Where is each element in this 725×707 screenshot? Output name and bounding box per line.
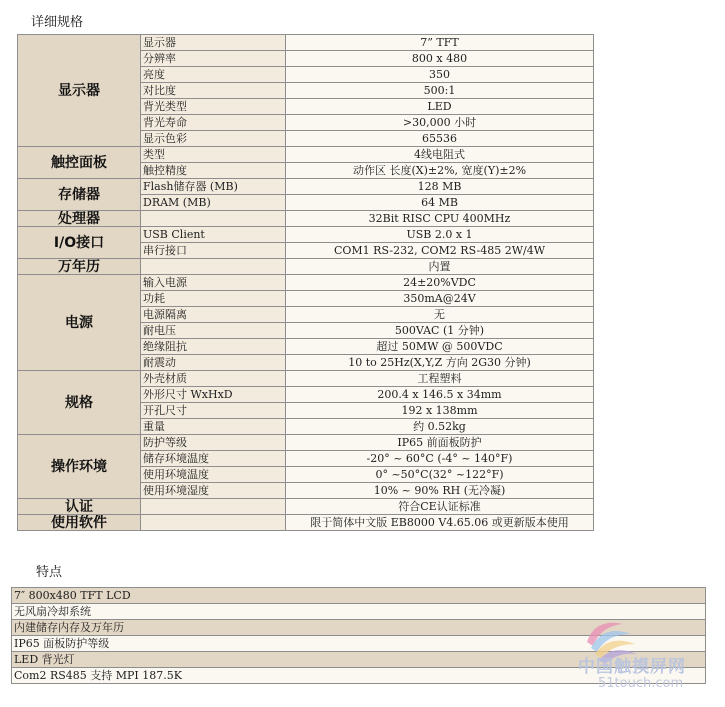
category-environment: 操作环境 [18,435,141,499]
table-row [18,179,594,195]
spec-name-empty [141,211,286,227]
spec-value: 24±20%VDC [286,275,594,291]
spec-name-empty [141,259,286,275]
spec-name: 使用环境温度 [141,467,286,483]
category-power: 电源 [18,275,141,371]
feature-text: 内建储存内存及万年历 [12,620,706,636]
category-specs: 规格 [18,371,141,435]
spec-heading: 详细规格 [31,15,84,30]
spec-name: 显示色彩 [141,131,286,147]
spec-name: 显示器 [141,35,286,51]
spec-name: 耐电压 [141,323,286,339]
spec-value: USB 2.0 x 1 [286,227,594,243]
spec-value: 200.4 x 146.5 x 34mm [286,387,594,403]
spec-value: 192 x 138mm [286,403,594,419]
spec-name: 功耗 [141,291,286,307]
spec-value: IP65 前面板防护 [286,435,594,451]
spec-table [17,34,594,531]
spec-name: 类型 [141,147,286,163]
spec-value: 约 0.52kg [286,419,594,435]
spec-value: 65536 [286,131,594,147]
spec-value: 符合CE认证标准 [286,499,594,515]
spec-value: 10% ~ 90% RH (无冷凝) [286,483,594,499]
table-row [18,227,594,243]
spec-name: USB Client [141,227,286,243]
table-row [18,499,594,515]
features-heading: 特点 [36,565,63,580]
spec-value: >30,000 小时 [286,115,594,131]
table-row [18,147,594,163]
spec-name: 重量 [141,419,286,435]
table-row [18,435,594,451]
category-software: 使用软件 [18,515,141,531]
spec-value: 800 x 480 [286,51,594,67]
spec-value: 350mA@24V [286,291,594,307]
spec-value: 限于简体中文版 EB8000 V4.65.06 或更新版本使用 [286,515,594,531]
spec-name: 电源隔离 [141,307,286,323]
spec-value: 动作区 长度(X)±2%, 宽度(Y)±2% [286,163,594,179]
spec-name: 背光类型 [141,99,286,115]
spec-value: 350 [286,67,594,83]
spec-value: 4线电阻式 [286,147,594,163]
spec-name: 背光寿命 [141,115,286,131]
table-row [18,515,594,531]
spec-name: 串行接口 [141,243,286,259]
spec-value: 超过 50MW @ 500VDC [286,339,594,355]
spec-value: LED [286,99,594,115]
category-display: 显示器 [18,35,141,147]
spec-name: 防护等级 [141,435,286,451]
table-row [18,211,594,227]
spec-value: 128 MB [286,179,594,195]
feature-text: 7″ 800x480 TFT LCD [12,588,706,604]
spec-name: 储存环境温度 [141,451,286,467]
spec-value: 0° ~50°C(32° ~122°F) [286,467,594,483]
spec-name: 触控精度 [141,163,286,179]
spec-name: 对比度 [141,83,286,99]
spec-name-empty [141,499,286,515]
spec-name: DRAM (MB) [141,195,286,211]
category-processor: 处理器 [18,211,141,227]
spec-name: 外形尺寸 WxHxD [141,387,286,403]
spec-value: 500:1 [286,83,594,99]
spec-name: 外壳材质 [141,371,286,387]
watermark-text: 中国触摸屏网 [578,657,686,677]
table-row [18,371,594,387]
category-storage: 存储器 [18,179,141,211]
category-calendar: 万年历 [18,259,141,275]
spec-value: -20° ~ 60°C (-4° ~ 140°F) [286,451,594,467]
category-certification: 认证 [18,499,141,515]
feature-text: Com2 RS485 支持 MPI 187.5K [12,668,706,684]
spec-value: 32Bit RISC CPU 400MHz [286,211,594,227]
spec-value: 500VAC (1 分钟) [286,323,594,339]
spec-value: 工程塑料 [286,371,594,387]
feature-text: 无风扇冷却系统 [12,604,706,620]
spec-value: 内置 [286,259,594,275]
spec-name: 分辨率 [141,51,286,67]
spec-value: 7” TFT [286,35,594,51]
spec-value: COM1 RS-232, COM2 RS-485 2W/4W [286,243,594,259]
spec-value: 10 to 25Hz(X,Y,Z 方向 2G30 分钟) [286,355,594,371]
spec-name: 耐震动 [141,355,286,371]
spec-name: 绝缘阻抗 [141,339,286,355]
table-row [18,275,594,291]
feature-text: LED 背光灯 [12,652,706,668]
spec-name-empty [141,515,286,531]
category-io: I/O接口 [18,227,141,259]
spec-value: 64 MB [286,195,594,211]
table-row [18,259,594,275]
watermark-url: 51touch.com [598,676,684,691]
spec-value: 无 [286,307,594,323]
spec-name: 亮度 [141,67,286,83]
feature-text: IP65 面板防护等级 [12,636,706,652]
spec-name: 输入电源 [141,275,286,291]
category-touch: 触控面板 [18,147,141,179]
table-row [18,35,594,51]
spec-name: 使用环境湿度 [141,483,286,499]
list-item [12,588,706,604]
spec-name: Flash储存器 (MB) [141,179,286,195]
spec-name: 开孔尺寸 [141,403,286,419]
